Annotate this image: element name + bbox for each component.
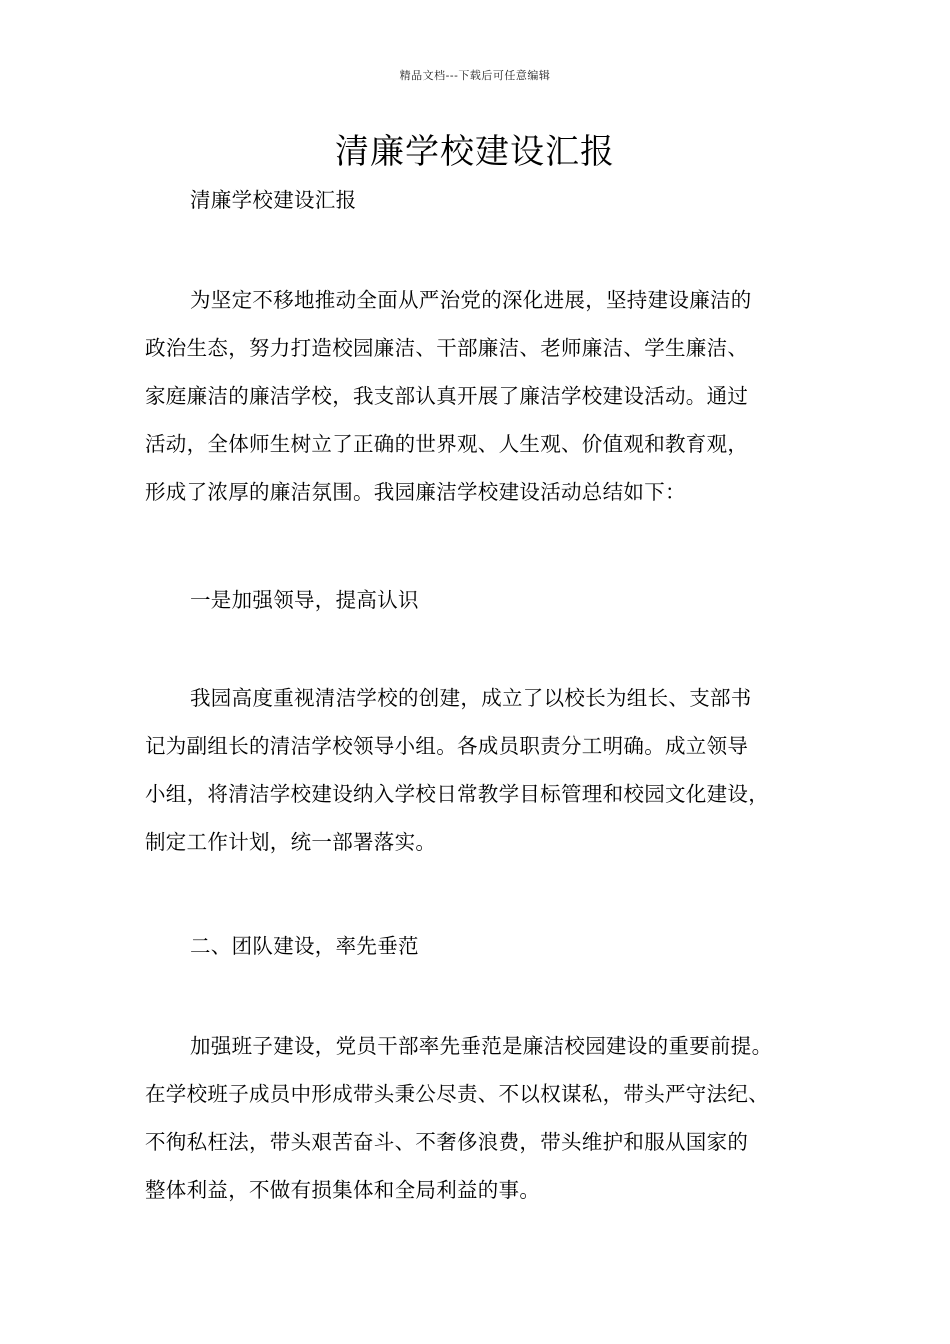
paragraph-line: 制定工作计划，统一部署落实。: [145, 830, 437, 854]
paragraph-line: 活动，全体师生树立了正确的世界观、人生观、价值观和教育观，: [145, 432, 749, 456]
page-header: 精品文档---下载后可任意编辑: [399, 69, 551, 82]
paragraph-line: 记为副组长的清洁学校领导小组。各成员职责分工明确。成立领导: [145, 734, 749, 758]
paragraph-line: 不徇私枉法，带头艰苦奋斗、不奢侈浪费，带头维护和服从国家的: [145, 1130, 749, 1154]
paragraph-line: 我园高度重视清洁学校的创建，成立了以校长为组长、支部书: [190, 686, 752, 710]
paragraph-line: 为坚定不移地推动全面从严治党的深化进展，坚持建设廉洁的: [190, 288, 752, 312]
paragraph-line: 家庭廉洁的廉洁学校，我支部认真开展了廉洁学校建设活动。通过: [145, 384, 749, 408]
paragraph-line: 政治生态，努力打造校园廉洁、干部廉洁、老师廉洁、学生廉洁、: [145, 336, 749, 360]
subtitle-line: 清廉学校建设汇报: [190, 188, 357, 212]
paragraph-line: 整体利益，不做有损集体和全局利益的事。: [145, 1178, 541, 1202]
paragraph-leadership: [145, 674, 835, 866]
document-subtitle: [145, 176, 835, 224]
document-title: 清廉学校建设汇报: [335, 132, 615, 172]
section-heading-1: [145, 576, 835, 624]
heading-line: 二、团队建设，率先垂范: [190, 934, 419, 958]
paragraph-line: 形成了浓厚的廉洁氛围。我园廉洁学校建设活动总结如下：: [145, 480, 686, 504]
paragraph-line: 加强班子建设，党员干部率先垂范是廉洁校园建设的重要前提。: [190, 1034, 773, 1058]
paragraph-line: 在学校班子成员中形成带头秉公尽责、不以权谋私，带头严守法纪、: [145, 1082, 769, 1106]
paragraph-intro: [145, 276, 835, 516]
paragraph-line: 小组，将清洁学校建设纳入学校日常教学目标管理和校园文化建设，: [145, 782, 769, 806]
section-heading-2: [145, 922, 835, 970]
paragraph-team: [145, 1022, 835, 1214]
heading-line: 一是加强领导，提高认识: [190, 588, 419, 612]
